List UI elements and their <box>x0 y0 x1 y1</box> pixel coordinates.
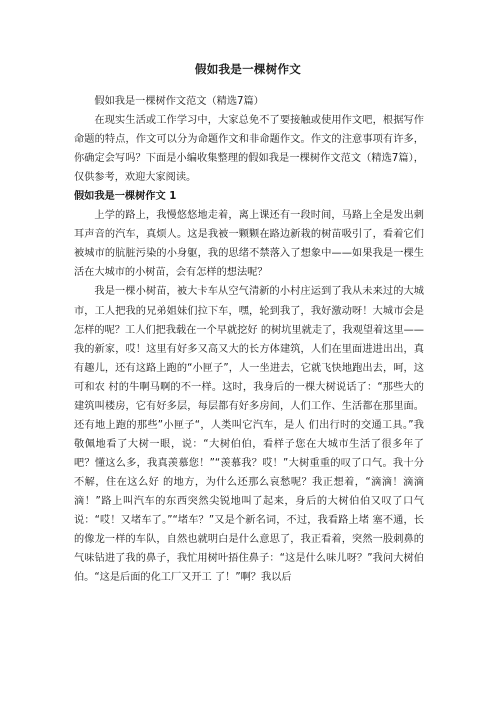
section-heading: 假如我是一棵树作文 1 <box>74 191 177 203</box>
body-paragraph: 我是一棵小树苗，被大卡车从空气清新的小村庄运到了我从未来过的大城市，工人把我的兄弟姐妹们拉下车，嘿，轮到我了，我好激动呀！大城市会是怎样的呢？工人们把我载在一个早就挖好 的树坑里就走了，我观望着这里——我的新家，哎！这里有好多又高又大的长方体建筑，人们在里面进进出出，真有趣儿，还有这路上跑的“小匣子”，人一坐进去，它就飞快地跑出去，呵，这可和农 村的牛啊马啊的不一样。这时，我身后的一棵大树说话了：“那些大的建筑叫楼房，它有好多层，每层都有好多房间，人们工作、生活都在那里面。还有地上跑的那些”小匣子“，人类叫它汽车，是人 们出行时的交通工具。”我敬佩地看了大树一眼，说：“大树伯伯，看样子您在大城市生活了很多年了吧？懂这么多，我真羡慕您！”“羡慕我？哎！”大树重重的叹了口气。我十分不解，住在这么好 的地方，为什么还那么哀愁呢？我正想着，“滴滴！滴滴滴！”路上叫汽车的东西突然尖锐地叫了起来，身后的大树伯伯又叹了口气说：“哎！又堵车了。”“堵车？”又是个新名词，不过，我看路上堵 塞不通，长的像龙一样的车队，自然也就明白是什么意思了，我正看着，突然一股刺鼻的气味钻进了我的鼻子，我忙用树叶捂住鼻子：“这是什么味儿呀？”我问大树伯伯。“这是后面的化工厂又开工 了！”啊？我以后 <box>74 286 424 584</box>
subtitle-paragraph: 假如我是一棵树作文范文（精选7篇） <box>94 96 264 107</box>
document-title: 假如我是一棵树作文 <box>194 62 302 76</box>
document-body <box>74 92 424 587</box>
intro-paragraph: 在现实生活或工作学习中，大家总免不了要接触或使用作文吧，根据写作命题的特点，作文可以分为命题作文和非命题作文。作文的注意事项有许多，你确定会写吗？下面是小编收集整理的假如我是一棵树作文范文（精选7篇），仅供参考，欢迎大家阅读。 <box>74 115 424 184</box>
body-paragraph: 上学的路上，我慢悠悠地走着，离上课还有一段时间，马路上全是发出刺耳声音的汽车，真烦人。这是我被一颗颗在路边新栽的树苗吸引了，看着它们被城市的肮脏污染的小身躯，我的思绪不禁落入了想象中——如果我是一棵生活在大城市的小树苗，会有怎样的想法呢？ <box>74 210 424 279</box>
